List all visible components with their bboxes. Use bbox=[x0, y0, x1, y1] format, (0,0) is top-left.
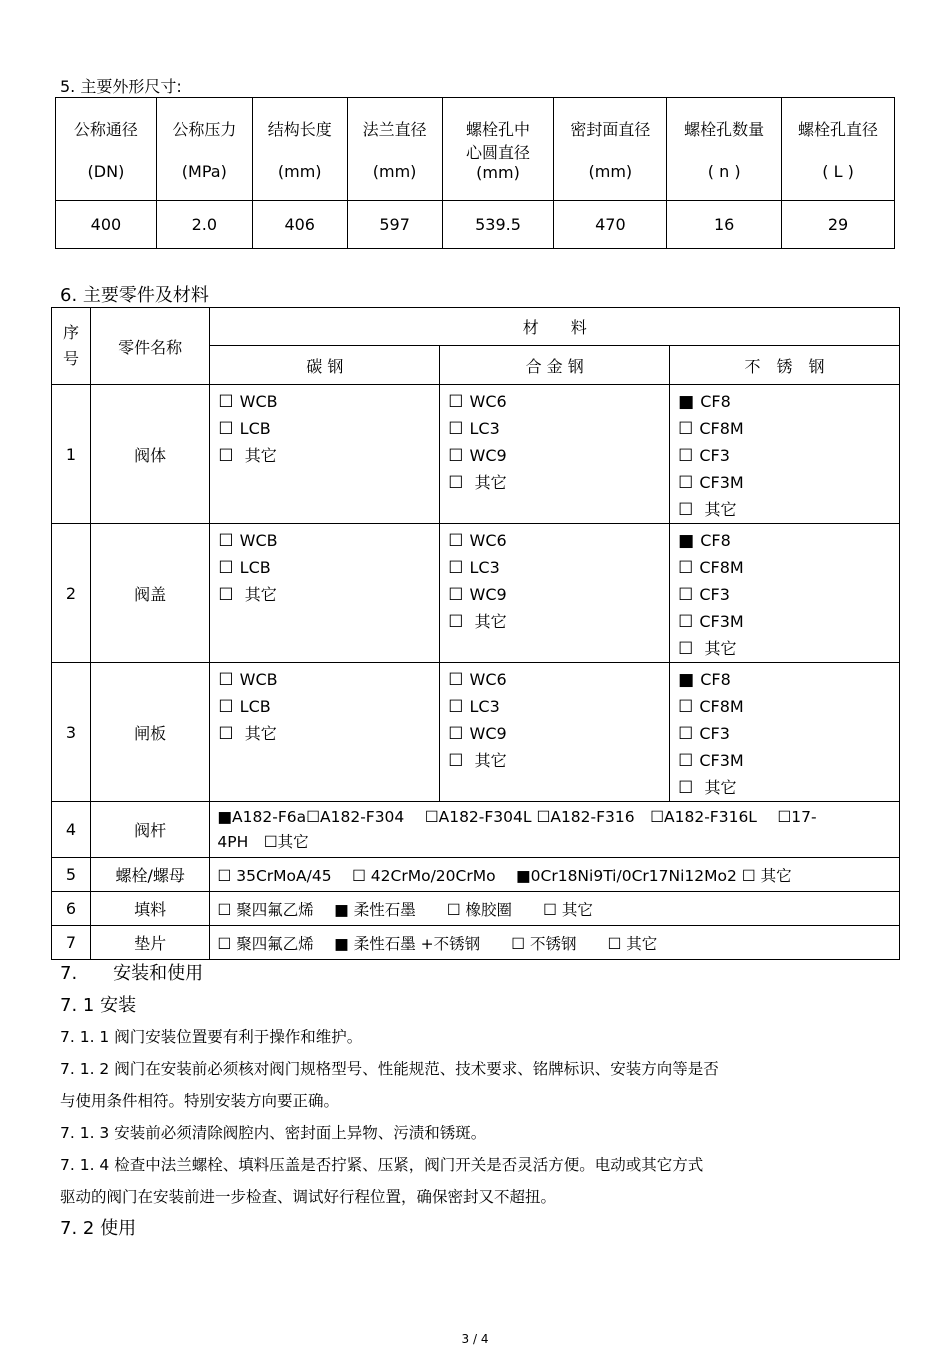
option-item: ☐ WCB bbox=[218, 531, 278, 551]
header-alloy-steel: 合 金 钢 bbox=[440, 346, 670, 385]
option-item: ☐ 其它 bbox=[218, 585, 277, 605]
alloy-options bbox=[440, 524, 670, 663]
option-item: ☐ WCB bbox=[218, 670, 278, 690]
option-item: ■ CF8 bbox=[678, 670, 731, 690]
part-name: 闸板 bbox=[90, 663, 210, 802]
stainless-options bbox=[670, 385, 900, 524]
header-cell: 螺栓孔中 心圆直径 (mm) bbox=[442, 98, 554, 201]
header-cell: 螺栓孔数量 ( n ) bbox=[667, 98, 782, 201]
option-item: ☐ CF8M bbox=[678, 558, 744, 578]
checkbox-icon: ■ bbox=[678, 392, 695, 412]
header-cell: 密封面直径 (mm) bbox=[554, 98, 667, 201]
checkbox-icon: ☐ bbox=[448, 585, 464, 605]
option-item: ☐ LCB bbox=[218, 419, 271, 439]
checkbox-icon: ☐ bbox=[448, 751, 464, 771]
stainless-options bbox=[670, 524, 900, 663]
checkbox-icon: ☐ bbox=[448, 531, 464, 551]
part-name: 螺栓/螺母 bbox=[90, 858, 210, 892]
option-item: ☐ 其它 bbox=[678, 500, 737, 520]
checkbox-icon: ☐ bbox=[218, 419, 234, 439]
checkbox-icon: ☐ bbox=[218, 697, 234, 717]
table-row bbox=[52, 926, 900, 960]
subsection-install-title: 7. 1 安装 bbox=[60, 995, 137, 1016]
option-item: ☐ WC9 bbox=[448, 585, 507, 605]
option-item: ☐ WC9 bbox=[448, 446, 507, 466]
checkbox-icon: ☐ bbox=[448, 446, 464, 466]
dimensions-header-row bbox=[56, 98, 895, 201]
checkbox-icon: ■ bbox=[678, 670, 695, 690]
row-number: 6 bbox=[52, 892, 91, 926]
paragraph: 7. 1. 1 阀门安装位置要有利于操作和维护。 bbox=[60, 1028, 363, 1046]
checkbox-icon: ☐ bbox=[448, 612, 464, 632]
checkbox-icon: ☐ bbox=[678, 751, 694, 771]
paragraph: 驱动的阀门在安装前进一步检查、调试好行程位置，确保密封又不超扭。 bbox=[60, 1188, 557, 1206]
checkbox-icon: ☐ bbox=[448, 697, 464, 717]
option-item: ☐ 其它 bbox=[678, 639, 737, 659]
option-item: ☐ CF3 bbox=[678, 585, 730, 605]
option-item: ☐ 其它 bbox=[218, 446, 277, 466]
table-row bbox=[52, 663, 900, 802]
packing-material-options: ☐ 聚四氟乙烯 ■ 柔性石墨 ☐ 橡胶圈 ☐ 其它 bbox=[210, 892, 900, 926]
option-item: ☐ CF3 bbox=[678, 724, 730, 744]
option-item: ☐ LC3 bbox=[448, 697, 500, 717]
section6-title: 6. 主要零件及材料 bbox=[60, 285, 209, 306]
checkbox-icon: ☐ bbox=[678, 778, 694, 798]
checkbox-icon: ☐ bbox=[678, 724, 694, 744]
option-item: ☐ WCB bbox=[218, 392, 278, 412]
table-row bbox=[52, 858, 900, 892]
option-line: ■A182-F6a☐A182-F304 ☐A182-F304L ☐A182-F316 ☐A182-F316L ☐17- bbox=[217, 807, 817, 826]
part-name: 阀体 bbox=[90, 385, 210, 524]
part-name: 阀盖 bbox=[90, 524, 210, 663]
checkbox-icon: ☐ bbox=[218, 392, 234, 412]
row-number: 1 bbox=[52, 385, 91, 524]
section5-title: 5. 主要外形尺寸: bbox=[60, 77, 182, 96]
option-item: ☐ CF3 bbox=[678, 446, 730, 466]
checkbox-icon: ☐ bbox=[218, 724, 234, 744]
alloy-options bbox=[440, 663, 670, 802]
materials-table bbox=[51, 307, 900, 960]
option-item: ■ CF8 bbox=[678, 392, 731, 412]
paragraph: 7. 1. 4 检查中法兰螺栓、填料压盖是否拧紧、压紧，阀门开关是否灵活方便。电动或其它方式 bbox=[60, 1156, 704, 1174]
checkbox-icon: ☐ bbox=[678, 419, 694, 439]
checkbox-icon: ☐ bbox=[678, 697, 694, 717]
header-material: 材 料 bbox=[210, 308, 900, 346]
stem-material-options bbox=[210, 802, 900, 858]
checkbox-icon: ☐ bbox=[678, 473, 694, 493]
option-item: ☐ WC6 bbox=[448, 392, 507, 412]
option-item: ☐ 其它 bbox=[448, 751, 507, 771]
carbon-options bbox=[210, 524, 440, 663]
value-cell: 400 bbox=[56, 201, 157, 249]
checkbox-icon: ☐ bbox=[448, 419, 464, 439]
table-row bbox=[52, 892, 900, 926]
checkbox-icon: ☐ bbox=[678, 612, 694, 632]
bolt-material-options: ☐ 35CrMoA/45 ☐ 42CrMo/20CrMo ■0Cr18Ni9Ti/0Cr17Ni12Mo2 ☐ 其它 bbox=[210, 858, 900, 892]
checkbox-icon: ☐ bbox=[218, 585, 234, 605]
option-item: ☐ LC3 bbox=[448, 419, 500, 439]
checkbox-icon: ☐ bbox=[678, 446, 694, 466]
option-item: ■ CF8 bbox=[678, 531, 731, 551]
header-stainless-steel: 不 锈 钢 bbox=[670, 346, 900, 385]
checkbox-icon: ☐ bbox=[448, 670, 464, 690]
gasket-material-options: ☐ 聚四氟乙烯 ■ 柔性石墨 +不锈钢 ☐ 不锈钢 ☐ 其它 bbox=[210, 926, 900, 960]
value-cell: 470 bbox=[554, 201, 667, 249]
checkbox-icon: ☐ bbox=[678, 500, 694, 520]
option-item: ☐ CF8M bbox=[678, 419, 744, 439]
alloy-options bbox=[440, 385, 670, 524]
value-cell: 539.5 bbox=[442, 201, 554, 249]
header-part-name: 零件名称 bbox=[90, 308, 210, 385]
header-cell: 公称压力 (MPa) bbox=[156, 98, 252, 201]
option-item: ☐ CF3M bbox=[678, 751, 744, 771]
dimensions-value-row bbox=[56, 201, 895, 249]
option-item: ☐ 其它 bbox=[218, 724, 277, 744]
value-cell: 406 bbox=[252, 201, 347, 249]
subsection-use-title: 7. 2 使用 bbox=[60, 1218, 137, 1239]
checkbox-icon: ☐ bbox=[448, 558, 464, 578]
table-row bbox=[52, 385, 900, 524]
checkbox-icon: ☐ bbox=[448, 392, 464, 412]
option-item: ☐ CF3M bbox=[678, 473, 744, 493]
carbon-options bbox=[210, 385, 440, 524]
option-line: 4PH ☐其它 bbox=[217, 832, 309, 851]
option-item: ☐ 其它 bbox=[448, 612, 507, 632]
part-name: 填料 bbox=[90, 892, 210, 926]
header-no: 序 号 bbox=[52, 308, 91, 385]
option-item: ☐ WC6 bbox=[448, 670, 507, 690]
dimensions-table bbox=[55, 97, 895, 249]
checkbox-icon: ☐ bbox=[448, 724, 464, 744]
checkbox-icon: ☐ bbox=[678, 585, 694, 605]
row-number: 2 bbox=[52, 524, 91, 663]
option-item: ☐ 其它 bbox=[678, 778, 737, 798]
option-item: ☐ CF8M bbox=[678, 697, 744, 717]
carbon-options bbox=[210, 663, 440, 802]
option-item: ☐ 其它 bbox=[448, 473, 507, 493]
option-item: ☐ LCB bbox=[218, 697, 271, 717]
value-cell: 16 bbox=[667, 201, 782, 249]
row-number: 3 bbox=[52, 663, 91, 802]
table-row bbox=[52, 524, 900, 663]
checkbox-icon: ■ bbox=[678, 531, 695, 551]
header-cell: 公称通径 (DN) bbox=[56, 98, 157, 201]
option-item: ☐ WC9 bbox=[448, 724, 507, 744]
value-cell: 2.0 bbox=[156, 201, 252, 249]
value-cell: 597 bbox=[347, 201, 442, 249]
option-item: ☐ LCB bbox=[218, 558, 271, 578]
table-row bbox=[52, 802, 900, 858]
paragraph: 7. 1. 2 阀门在安装前必须核对阀门规格型号、性能规范、技术要求、铭牌标识、安装方向等是否 bbox=[60, 1060, 719, 1078]
checkbox-icon: ☐ bbox=[448, 473, 464, 493]
checkbox-icon: ☐ bbox=[218, 558, 234, 578]
part-name: 垫片 bbox=[90, 926, 210, 960]
header-cell: 法兰直径 (mm) bbox=[347, 98, 442, 201]
paragraph: 与使用条件相符。特别安装方向要正确。 bbox=[60, 1092, 340, 1110]
checkbox-icon: ☐ bbox=[678, 558, 694, 578]
option-item: ☐ LC3 bbox=[448, 558, 500, 578]
header-carbon-steel: 碳 钢 bbox=[210, 346, 440, 385]
checkbox-icon: ☐ bbox=[678, 639, 694, 659]
option-item: ☐ CF3M bbox=[678, 612, 744, 632]
value-cell: 29 bbox=[782, 201, 895, 249]
row-number: 4 bbox=[52, 802, 91, 858]
page-number: 3 / 4 bbox=[461, 1332, 489, 1346]
row-number: 7 bbox=[52, 926, 91, 960]
paragraph: 7. 1. 3 安装前必须清除阀腔内、密封面上异物、污渍和锈斑。 bbox=[60, 1124, 487, 1142]
part-name: 阀杆 bbox=[90, 802, 210, 858]
checkbox-icon: ☐ bbox=[218, 446, 234, 466]
stainless-options bbox=[670, 663, 900, 802]
header-cell: 螺栓孔直径 ( L ) bbox=[782, 98, 895, 201]
header-cell: 结构长度 (mm) bbox=[252, 98, 347, 201]
checkbox-icon: ☐ bbox=[218, 670, 234, 690]
row-number: 5 bbox=[52, 858, 91, 892]
section7-title: 7. 安装和使用 bbox=[60, 963, 204, 984]
option-item: ☐ WC6 bbox=[448, 531, 507, 551]
checkbox-icon: ☐ bbox=[218, 531, 234, 551]
